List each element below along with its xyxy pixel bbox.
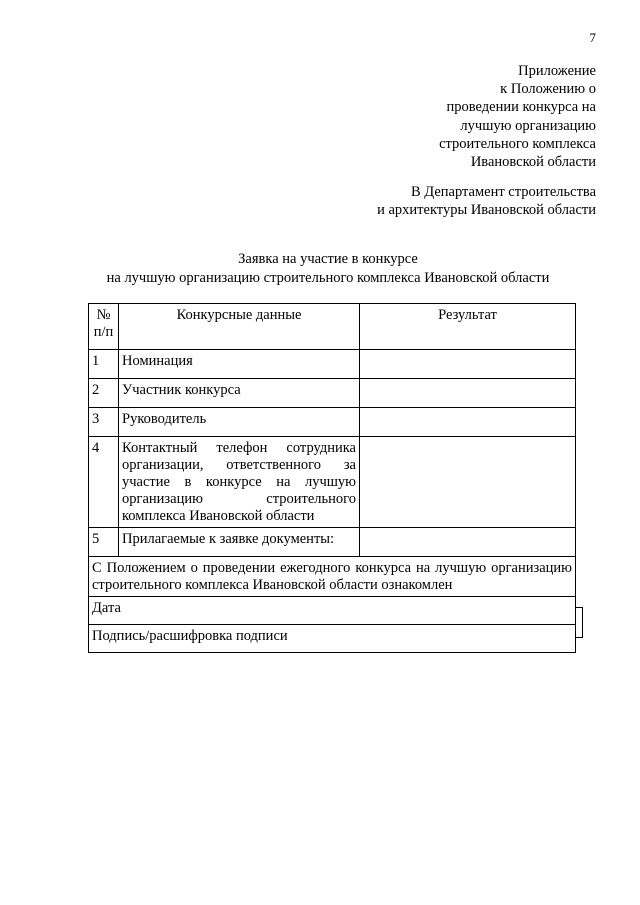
appendix-line: лучшую организацию [460, 117, 596, 134]
signature-field[interactable]: Подпись/расшифровка подписи [89, 625, 576, 653]
acknowledgement-text: С Положением о проведении ежегодного конкурса на лучшую организацию строительного комплекса Ивановской области ознакомлен [89, 557, 576, 597]
row-result-cell[interactable] [360, 408, 576, 437]
row-number: 2 [89, 379, 119, 408]
signature-row [89, 625, 576, 653]
appendix-line: строительного комплекса [439, 135, 596, 152]
addressee-block [276, 183, 596, 219]
row-result-cell[interactable] [360, 350, 576, 379]
date-row [89, 597, 576, 625]
row-result-cell[interactable] [360, 437, 576, 528]
row-number: 4 [89, 437, 119, 528]
addressee-line: и архитектуры Ивановской области [377, 202, 596, 219]
row-number: 3 [89, 408, 119, 437]
acknowledgement-row [89, 557, 576, 597]
table-border-artifact [576, 607, 583, 638]
row-number: 5 [89, 528, 119, 557]
table-row [89, 528, 576, 557]
appendix-line: Ивановской области [470, 154, 596, 171]
table-row [89, 379, 576, 408]
row-label: Номинация [119, 350, 360, 379]
row-number: 1 [89, 350, 119, 379]
row-label: Контактный телефон сотрудника организации, ответственного за участие в конкурсе на лучшую организацию строительного комплекса Ивановской области [119, 437, 360, 528]
table-row [89, 408, 576, 437]
row-label: Руководитель [119, 408, 360, 437]
row-result-cell[interactable] [360, 528, 576, 557]
appendix-line: проведении конкурса на [446, 99, 596, 116]
row-label: Прилагаемые к заявке документы: [119, 528, 360, 557]
application-title [60, 250, 596, 287]
header-number: № п/п [89, 304, 119, 350]
table-row [89, 350, 576, 379]
title-line-2: на лучшую организацию строительного комплекса Ивановской области [106, 269, 550, 286]
appendix-line: Приложение [518, 63, 596, 79]
table-header-row [89, 304, 576, 350]
row-label: Участник конкурса [119, 379, 360, 408]
row-result-cell[interactable] [360, 379, 576, 408]
page-number: 7 [589, 30, 596, 45]
appendix-header [336, 62, 596, 171]
appendix-line: к Положению о [500, 81, 596, 98]
title-line-1: Заявка на участие в конкурсе [238, 251, 418, 267]
header-contest-data: Конкурсные данные [119, 304, 360, 350]
date-field[interactable]: Дата [89, 597, 576, 625]
application-form-table [88, 303, 576, 653]
header-result: Результат [360, 304, 576, 350]
table-row [89, 437, 576, 528]
addressee-line: В Департамент строительства [410, 184, 596, 200]
